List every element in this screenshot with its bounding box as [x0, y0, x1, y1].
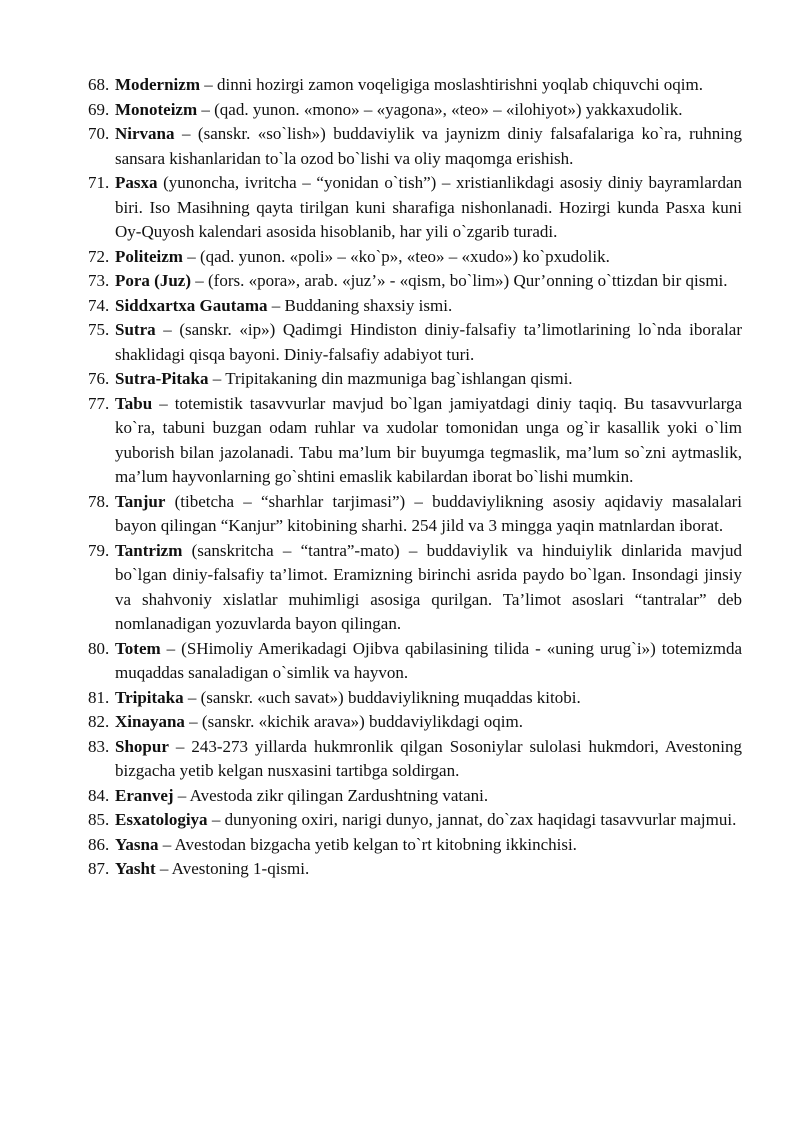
entry-number: 77. — [88, 393, 110, 413]
entry-term: Sutra — [115, 320, 156, 339]
glossary-entry — [88, 735, 742, 784]
entry-number: 85. — [88, 810, 110, 829]
entry-definition: – dinni hozirgi zamon voqeligiga moslashtirishni yoqlab chiquvchi oqim. — [199, 75, 703, 94]
glossary-entry — [88, 392, 742, 490]
entry-term: Totem — [115, 638, 161, 658]
entry-number: 72. — [88, 246, 110, 266]
entry-number: 82. — [88, 712, 110, 731]
entry-term: Tabu — [115, 393, 153, 413]
glossary-entry — [88, 784, 742, 809]
glossary-entry — [88, 808, 742, 833]
entry-term: Monoteizm — [115, 99, 198, 119]
entry-body — [115, 122, 742, 171]
entry-number: 86. — [88, 834, 110, 854]
glossary-entry — [88, 73, 742, 98]
entry-term: Pasxa — [115, 173, 158, 192]
entry-term: Yasht — [115, 859, 156, 878]
entry-number: 87. — [88, 859, 110, 878]
entry-number: 71. — [88, 173, 110, 192]
entry-definition: – (fors. «pora», arab. «juz’» - «qism, bo`lim») Qur’onning o`ttizdan bir qismi. — [191, 271, 728, 290]
glossary-entry — [88, 245, 742, 270]
entry-body — [115, 808, 742, 833]
entry-body — [115, 98, 742, 123]
entry-term: Pora (Juz) — [115, 271, 192, 290]
entry-definition: – Avestodan bizgacha yetib kelgan to`rt kitobning ikkinchisi. — [158, 834, 577, 854]
entry-number: 70. — [88, 124, 110, 143]
entry-definition: – (qad. yunon. «mono» – «yagona», «teo» – «ilohiyot») yakkaxudolik. — [197, 99, 683, 119]
entry-number: 84. — [88, 785, 110, 805]
entry-term: Sutra-Pitaka — [115, 369, 209, 388]
entry-definition: (sanskritcha – “tantra”-mato) – buddaviylik va hinduiylik dinlarida mavjud bo`lgan diniy-falsafiy ta’limot. Eramizning birinchi asrida paydo bo`lgan. Insondagi jinsiy va shahvoniy xislatlar muhimligi asosiga qurilgan. Ta’limot asoslari “tantralar” deb nomlanadigan yozuvlarda bayon qilingan. — [115, 540, 742, 633]
entry-definition: – Buddaning shaxsiy ismi. — [267, 295, 453, 315]
entry-body — [115, 367, 742, 392]
entry-definition: (tibetcha – “sharhlar tarjimasi”) – buddaviylikning asosiy aqidaviy masalalari bayon qilingan “Kanjur” kitobining sharhi. 254 jild va 3 mingga yaqin matnlardan iborat. — [115, 491, 742, 535]
entry-number: 73. — [88, 271, 110, 290]
entry-number: 74. — [88, 295, 110, 315]
glossary-entry — [88, 294, 742, 319]
glossary-entry — [88, 367, 742, 392]
entry-body — [115, 637, 742, 686]
entry-number: 76. — [88, 369, 110, 388]
entry-term: Nirvana — [115, 124, 175, 143]
entry-body — [115, 735, 742, 784]
entry-definition: – dunyoning oxiri, narigi dunyo, jannat, do`zax haqidagi tasavvurlar majmui. — [207, 810, 737, 829]
entry-definition: – totemistik tasavvurlar mavjud bo`lgan jamiyatdagi diniy taqiq. Bu tasavvurlarga ko`ra, tabuni buzgan odam ruhlar va xudolar tomonidan unga og`ir kasallik yoki o`lim yuborish bilan jazolanadi. Tabu ma’lum bir buyumga tegmaslik, ma’lum so`zni aytmaslik, ma’lum hayvonlarning go`shtini emaslik kabilardan iborat bo`lishi mumkin. — [115, 393, 742, 486]
entry-body — [115, 710, 742, 735]
entry-number: 78. — [88, 491, 110, 511]
entry-number: 69. — [88, 99, 110, 119]
entry-term: Xinayana — [115, 712, 185, 731]
entry-body — [115, 245, 742, 270]
glossary-list — [88, 73, 742, 882]
entry-definition: – (SHimoliy Amerikadagi Ojibva qabilasining tilida - «uning urug`i») totemizmda muqaddas sanaladigan o`simlik va hayvon. — [115, 638, 742, 682]
entry-term: Politeizm — [115, 246, 183, 266]
glossary-entry — [88, 490, 742, 539]
entry-term: Esxatologiya — [115, 810, 208, 829]
entry-definition: (yunoncha, ivritcha – “yonidan o`tish”) – xristianlikdagi asosiy diniy bayramlardan biri. Iso Masihning qayta tirilgan kuni sharafiga nishonlanadi. Hozirgi kunda Pasxa kuni Oy-Quyosh kalendari asosida hisoblanib, har yili o`zgarib turadi. — [115, 173, 742, 241]
entry-body — [115, 686, 742, 711]
glossary-entry — [88, 857, 742, 882]
entry-body — [115, 833, 742, 858]
glossary-entry — [88, 686, 742, 711]
entry-body — [115, 73, 742, 98]
entry-definition: – Tripitakaning din mazmuniga bag`ishlangan qismi. — [208, 369, 573, 388]
entry-body — [115, 490, 742, 539]
entry-body — [115, 392, 742, 490]
entry-definition: – (sanskr. «kichik arava») buddaviylikdagi oqim. — [184, 712, 523, 731]
entry-number: 83. — [88, 736, 110, 756]
entry-definition: – 243-273 yillarda hukmronlik qilgan Sosoniylar sulolasi hukmdori, Avestoning bizgacha yetib kelgan nusxasini tartibga soldirgan. — [115, 736, 742, 780]
entry-number: 79. — [88, 540, 110, 560]
glossary-entry — [88, 318, 742, 367]
glossary-entry — [88, 637, 742, 686]
entry-body — [115, 269, 742, 294]
entry-definition: – Avestoning 1-qismi. — [155, 859, 310, 878]
entry-body — [115, 784, 742, 809]
entry-term: Modernizm — [115, 75, 200, 94]
entry-number: 80. — [88, 638, 110, 658]
entry-body — [115, 857, 742, 882]
entry-definition: – (qad. yunon. «poli» – «ko`p», «teo» – «xudo») ko`pxudolik. — [182, 246, 610, 266]
glossary-entry — [88, 539, 742, 637]
entry-body — [115, 294, 742, 319]
entry-term: Tanjur — [115, 491, 166, 511]
entry-definition: – (sanskr. «uch savat») buddaviylikning muqaddas kitobi. — [183, 687, 581, 707]
entry-term: Yasna — [115, 834, 159, 854]
entry-number: 81. — [88, 687, 110, 707]
entry-term: Tantrizm — [115, 540, 183, 560]
entry-body — [115, 318, 742, 367]
entry-number: 75. — [88, 320, 110, 339]
entry-body — [115, 171, 742, 245]
glossary-entry — [88, 98, 742, 123]
glossary-entry — [88, 833, 742, 858]
glossary-entry — [88, 710, 742, 735]
entry-number: 68. — [88, 75, 110, 94]
glossary-entry — [88, 171, 742, 245]
entry-body — [115, 539, 742, 637]
entry-definition: – Avestoda zikr qilingan Zardushtning vatani. — [173, 785, 489, 805]
entry-term: Siddxartxa Gautama — [115, 295, 268, 315]
entry-definition: – (sanskr. «ip») Qadimgi Hindiston diniy-falsafiy ta’limotlarining lo`nda iboralar shaklidagi qisqa bayoni. Diniy-falsafiy adabiyot turi. — [115, 320, 742, 364]
glossary-entry — [88, 269, 742, 294]
entry-definition: – (sanskr. «so`lish») buddaviylik va jaynizm diniy falsafalariga ko`ra, ruhning sansara kishanlaridan to`la ozod bo`lishi va oliy maqomga erishish. — [115, 124, 742, 168]
entry-term: Tripitaka — [115, 687, 184, 707]
entry-term: Shopur — [115, 736, 169, 756]
glossary-entry — [88, 122, 742, 171]
entry-term: Eranvej — [115, 785, 174, 805]
